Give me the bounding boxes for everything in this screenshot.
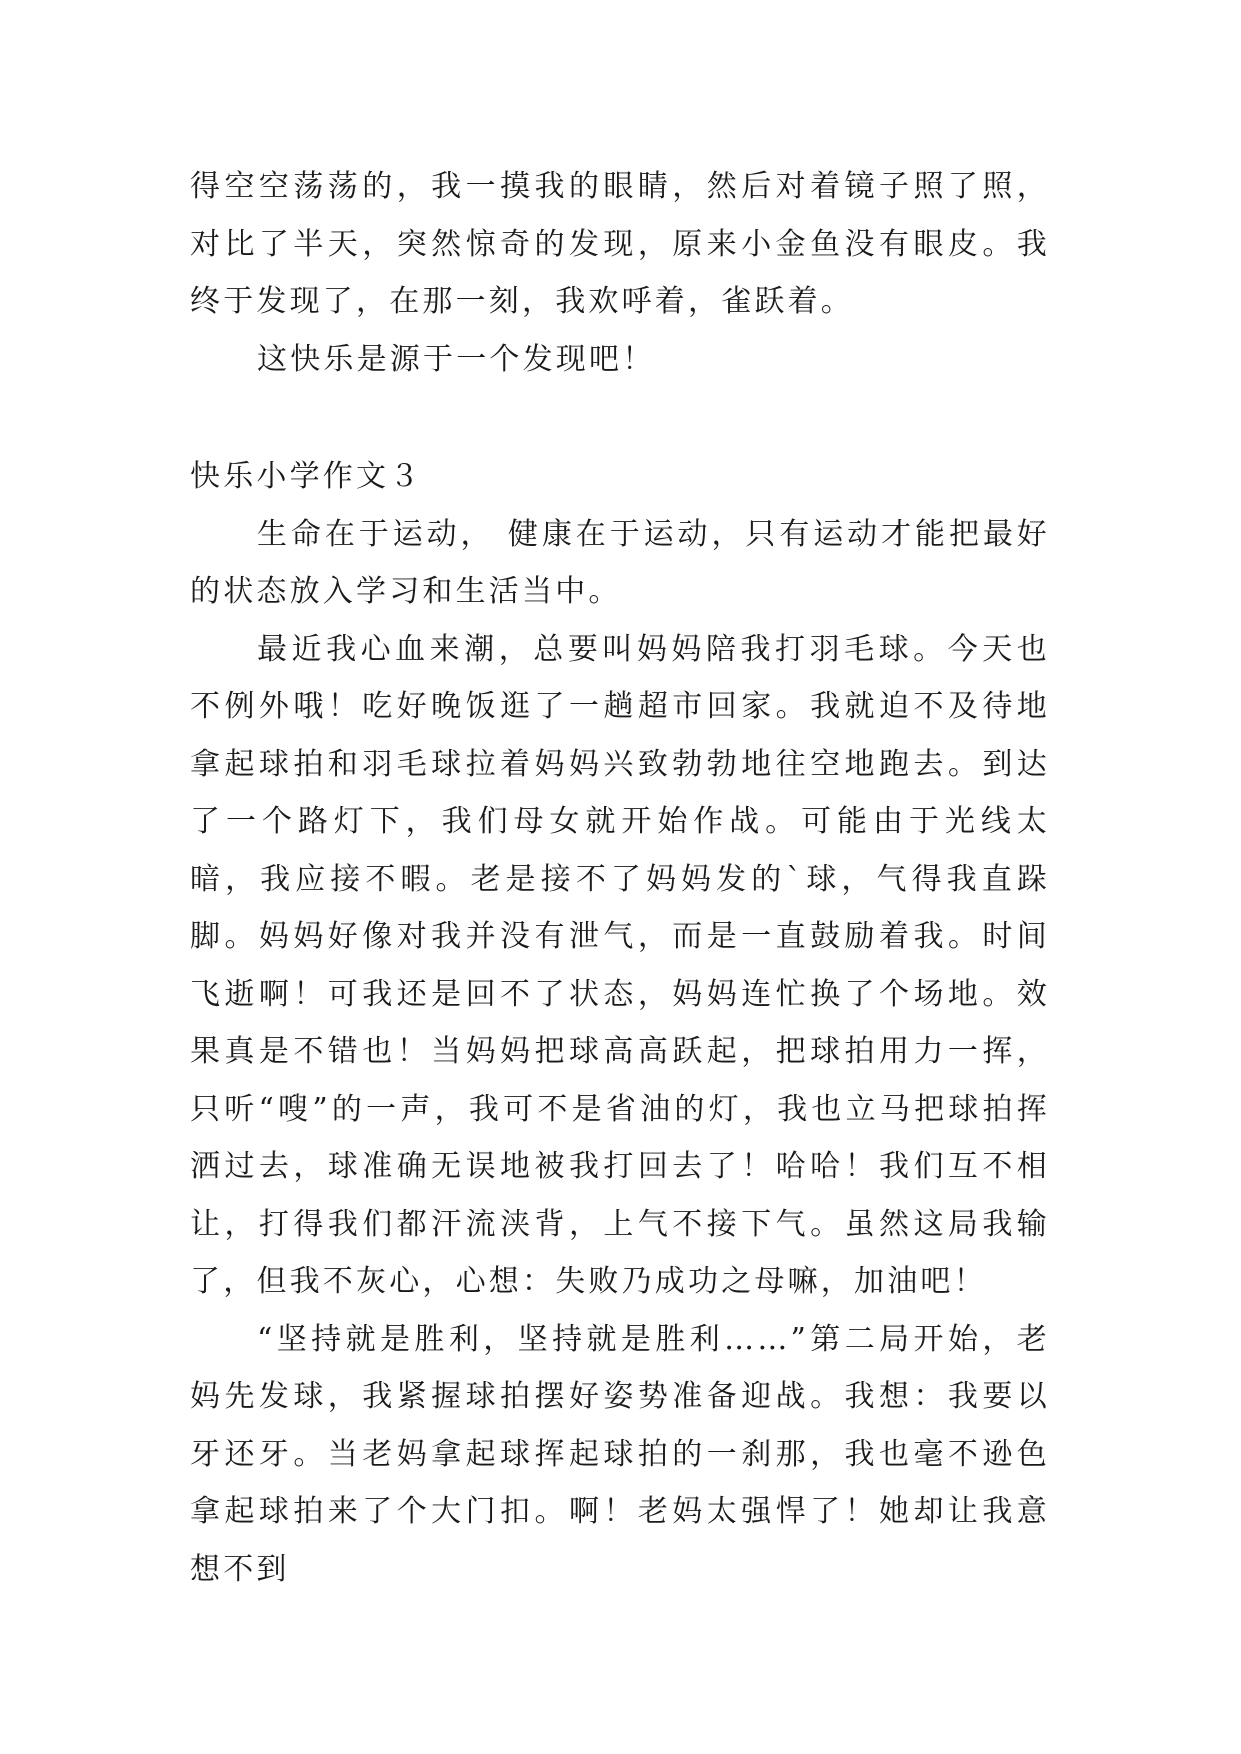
section-text-block xyxy=(190,448,1050,1598)
paragraph-conclusion: 这快乐是源于一个发现吧！ xyxy=(257,341,656,377)
paragraph: 生命在于运动， 健康在于运动，只有运动才能把最好的状态放入学习和生活当中。 xyxy=(190,516,1050,609)
top-text-block xyxy=(190,158,1050,388)
paragraph: 最近我心血来潮，总要叫妈妈陪我打羽毛球。今天也不例外哦！吃好晚饭逛了一趟超市回家。我就迫不及待地拿起球拍和羽毛球拉着妈妈兴致勃勃地往空地跑去。到达了一个路灯下，我们母女就开始作战。可能由于光线太暗，我应接不暇。老是接不了妈妈发的`球，气得我直跺脚。妈妈好像对我并没有泄气，而是一直鼓励着我。时间飞逝啊！可我还是回不了状态，妈妈连忙换了个场地。效果真是不错也！当妈妈把球高高跃起，把球拍用力一挥，只听“嗖”的一声，我可不是省油的灯，我也立马把球拍挥洒过去，球准确无误地被我打回去了！哈哈！我们互不相让，打得我们都汗流浃背，上气不接下气。虽然这局我输了，但我不灰心，心想：失败乃成功之母嘛，加油吧！ xyxy=(190,631,1050,1299)
paragraph: “坚持就是胜利，坚持就是胜利……”第二局开始，老妈先发球，我紧握球拍摆好姿势准备迎战。我想：我要以牙还牙。当老妈拿起球挥起球拍的一刹那，我也毫不逊色拿起球拍来了个大门扣。啊！老妈太强悍了！她却让我意想不到 xyxy=(190,1321,1050,1587)
paragraph-continuation: 得空空荡荡的，我一摸我的眼睛，然后对着镜子照了照，对比了半天，突然惊奇的发现，原来小金鱼没有眼皮。我终于发现了，在那一刻，我欢呼着，雀跃着。 xyxy=(190,169,1050,319)
section-title: 快乐小学作文３ xyxy=(190,459,423,494)
